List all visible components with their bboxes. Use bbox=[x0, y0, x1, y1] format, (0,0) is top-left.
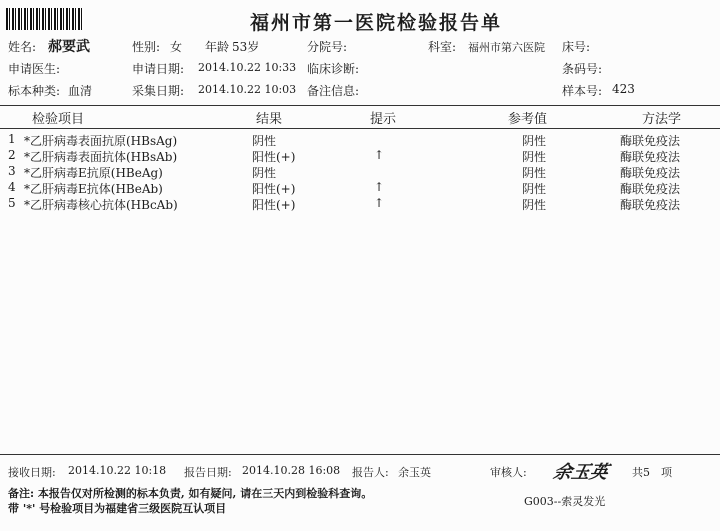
reference-value: 阴性 bbox=[522, 134, 547, 148]
header-method: 方法学 bbox=[642, 112, 682, 127]
apply-date-label: 申请日期: bbox=[132, 62, 185, 76]
barcode bbox=[6, 8, 84, 30]
table-top-rule bbox=[0, 105, 720, 106]
row-number: 3 bbox=[8, 164, 16, 178]
test-item: *乙肝病毒E抗原(HBeAg) bbox=[24, 166, 163, 180]
diagnosis-label: 临床诊断: bbox=[307, 62, 360, 76]
specimen-label: 标本种类: bbox=[8, 84, 61, 98]
collect-date-label: 采集日期: bbox=[132, 84, 185, 98]
doctor-label: 申请医生: bbox=[8, 62, 61, 76]
age-label: 年龄 bbox=[205, 40, 230, 54]
reporter-value: 余玉英 bbox=[398, 466, 431, 479]
specimen-value: 血清 bbox=[68, 84, 93, 98]
reporter-label: 报告人: bbox=[352, 466, 389, 479]
test-method: 酶联免疫法 bbox=[620, 134, 681, 148]
test-result: 阴性 bbox=[252, 134, 277, 148]
sample-no-value: 423 bbox=[612, 82, 635, 96]
test-item: *乙肝病毒核心抗体(HBcAb) bbox=[24, 198, 178, 212]
note-line-2: 带 '*' 号检验项目为福建省三级医院互认项目 bbox=[8, 502, 227, 515]
header-flag: 提示 bbox=[370, 112, 397, 127]
report-title: 福州市第一医院检验报告单 bbox=[250, 12, 503, 34]
patient-sex: 女 bbox=[170, 40, 183, 54]
reference-value: 阴性 bbox=[522, 182, 547, 196]
collect-date-value: 2014.10.22 10:03 bbox=[198, 83, 297, 96]
test-method: 酶联免疫法 bbox=[620, 166, 681, 180]
sex-label: 性别: bbox=[132, 40, 161, 54]
row-number: 4 bbox=[8, 180, 16, 194]
receive-date-label: 接收日期: bbox=[8, 466, 56, 479]
reference-value: 阴性 bbox=[522, 150, 547, 164]
patient-age: 53岁 bbox=[232, 40, 260, 54]
row-number: 1 bbox=[8, 132, 16, 146]
header-reference: 参考值 bbox=[508, 112, 548, 127]
receive-date-value: 2014.10.22 10:18 bbox=[68, 464, 167, 477]
dept-label: 科室: bbox=[428, 40, 457, 54]
dept-value: 福州市第六医院 bbox=[468, 41, 545, 54]
instrument-code: G003--索灵发光 bbox=[524, 495, 606, 508]
reviewer-label: 审核人: bbox=[490, 466, 527, 479]
test-method: 酶联免疫法 bbox=[620, 182, 681, 196]
abnormal-flag-icon: ↑ bbox=[374, 180, 385, 194]
reference-value: 阴性 bbox=[522, 166, 547, 180]
test-result: 阳性(+) bbox=[252, 182, 296, 196]
barcode-no-label: 条码号: bbox=[562, 62, 603, 76]
test-result: 阳性(+) bbox=[252, 198, 296, 212]
total-items: 共5 项 bbox=[632, 466, 672, 479]
test-item: *乙肝病毒表面抗原(HBsAg) bbox=[24, 134, 178, 148]
apply-date-value: 2014.10.22 10:33 bbox=[198, 61, 297, 74]
header-item: 检验项目 bbox=[32, 112, 85, 127]
bed-label: 床号: bbox=[562, 40, 591, 54]
test-result: 阳性(+) bbox=[252, 150, 296, 164]
test-method: 酶联免疫法 bbox=[620, 198, 681, 212]
abnormal-flag-icon: ↑ bbox=[374, 148, 385, 162]
row-number: 5 bbox=[8, 196, 16, 210]
abnormal-flag-icon: ↑ bbox=[374, 196, 385, 210]
table-header-rule bbox=[0, 128, 720, 129]
reviewer-signature: 余玉英 bbox=[551, 462, 610, 483]
note-line-1: 备注: 本报告仅对所检测的标本负责, 如有疑问, 请在三天内到检验科查询。 bbox=[8, 487, 373, 500]
reference-value: 阴性 bbox=[522, 198, 547, 212]
test-result: 阴性 bbox=[252, 166, 277, 180]
remark-label: 备注信息: bbox=[307, 84, 360, 98]
header-result: 结果 bbox=[256, 112, 283, 127]
row-number: 2 bbox=[8, 148, 16, 162]
report-date-value: 2014.10.28 16:08 bbox=[242, 464, 341, 477]
sample-no-label: 样本号: bbox=[562, 84, 603, 98]
patient-name: 郝要武 bbox=[48, 39, 90, 55]
inpatient-no-label: 分院号: bbox=[307, 40, 348, 54]
report-date-label: 报告日期: bbox=[184, 466, 232, 479]
test-item: *乙肝病毒表面抗体(HBsAb) bbox=[24, 150, 178, 164]
test-method: 酶联免疫法 bbox=[620, 150, 681, 164]
footer-rule bbox=[0, 454, 720, 455]
name-label: 姓名: bbox=[8, 40, 37, 54]
test-item: *乙肝病毒E抗体(HBeAb) bbox=[24, 182, 163, 196]
